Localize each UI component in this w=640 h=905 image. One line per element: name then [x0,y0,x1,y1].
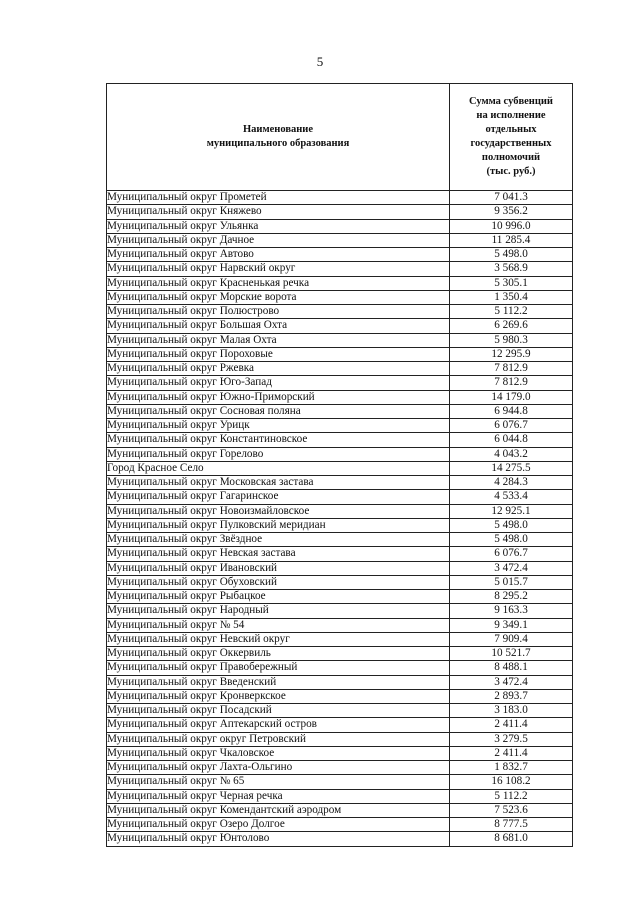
table-row [107,518,573,532]
subsidy-amount-cell: 1 350.4 [450,290,573,304]
table-row [107,276,573,290]
table-row [107,433,573,447]
table-row [107,590,573,604]
table-row [107,504,573,518]
subsidy-amount-cell: 5 498.0 [450,533,573,547]
subsidy-amount-cell: 5 498.0 [450,518,573,532]
municipality-name-cell: Муниципальный округ Правобережный [107,661,450,675]
subsidy-amount-cell: 8 777.5 [450,818,573,832]
subsidy-amount-cell: 7 812.9 [450,362,573,376]
header-sum-line: на исполнение [476,110,546,121]
table-row [107,390,573,404]
municipality-name-cell: Муниципальный округ № 65 [107,775,450,789]
subsidy-amount-cell: 10 521.7 [450,647,573,661]
municipality-name-cell: Муниципальный округ Горелово [107,447,450,461]
subsidies-table [106,83,573,847]
municipality-name-cell: Город Красное Село [107,461,450,475]
table-row [107,248,573,262]
table-header [107,84,573,191]
header-sum-line: полномочий [481,152,541,163]
header-sum-line: Сумма субвенций [469,96,553,107]
municipality-name-cell: Муниципальный округ округ Петровский [107,732,450,746]
header-sum-line: государственных [470,138,552,149]
subsidy-amount-cell: 3 568.9 [450,262,573,276]
municipality-name-cell: Муниципальный округ Посадский [107,704,450,718]
municipality-name-cell: Муниципальный округ Кронверкское [107,689,450,703]
subsidy-amount-cell: 9 349.1 [450,618,573,632]
table-row [107,233,573,247]
table-row [107,376,573,390]
column-header-name [107,84,450,191]
municipality-name-cell: Муниципальный округ Красненькая речка [107,276,450,290]
municipality-name-cell: Муниципальный округ Княжево [107,205,450,219]
table-row [107,746,573,760]
subsidy-amount-cell: 14 275.5 [450,461,573,475]
table-row [107,761,573,775]
subsidy-amount-cell: 4 043.2 [450,447,573,461]
subsidy-amount-cell: 7 523.6 [450,803,573,817]
header-name-line: муниципального образования [206,138,350,149]
subsidy-amount-cell: 5 112.2 [450,305,573,319]
table-row [107,789,573,803]
subsidy-amount-cell: 16 108.2 [450,775,573,789]
table-row [107,205,573,219]
table-row [107,675,573,689]
municipality-name-cell: Муниципальный округ Автово [107,248,450,262]
subsidy-amount-cell: 7 812.9 [450,376,573,390]
table-row [107,661,573,675]
page-number: 5 [316,54,324,69]
municipality-name-cell: Муниципальный округ Ивановский [107,561,450,575]
subsidy-amount-cell: 2 893.7 [450,689,573,703]
subsidy-amount-cell: 6 269.6 [450,319,573,333]
municipality-name-cell: Муниципальный округ Юго-Запад [107,376,450,390]
table-row [107,718,573,732]
header-name-line: Наименование [243,124,313,135]
table-row [107,647,573,661]
subsidy-amount-cell: 1 832.7 [450,761,573,775]
table-row [107,347,573,361]
table-row [107,632,573,646]
table-row [107,803,573,817]
municipality-name-cell: Муниципальный округ Пулковский меридиан [107,518,450,532]
table-row [107,290,573,304]
subsidy-amount-cell: 11 285.4 [450,233,573,247]
municipality-name-cell: Муниципальный округ Прометей [107,191,450,205]
municipality-name-cell: Муниципальный округ Юнтолово [107,832,450,846]
subsidy-amount-cell: 10 996.0 [450,219,573,233]
subsidy-amount-cell: 6 044.8 [450,433,573,447]
table-row [107,704,573,718]
subsidy-amount-cell: 9 356.2 [450,205,573,219]
municipality-name-cell: Муниципальный округ Невский округ [107,632,450,646]
municipality-name-cell: Муниципальный округ Оккервиль [107,647,450,661]
municipality-name-cell: Муниципальный округ Константиновское [107,433,450,447]
municipality-name-cell: Муниципальный округ Чкаловское [107,746,450,760]
municipality-name-cell: Муниципальный округ Комендантский аэродром [107,803,450,817]
header-sum-line: отдельных [485,124,537,135]
table-row [107,362,573,376]
table-body [107,191,573,847]
table-row [107,618,573,632]
subsidy-amount-cell: 3 472.4 [450,675,573,689]
table-row [107,775,573,789]
municipality-name-cell: Муниципальный округ Урицк [107,419,450,433]
subsidy-amount-cell: 8 681.0 [450,832,573,846]
table-row [107,575,573,589]
municipality-name-cell: Муниципальный округ Сосновая поляна [107,404,450,418]
municipality-name-cell: Муниципальный округ Пороховые [107,347,450,361]
subsidy-amount-cell: 5 305.1 [450,276,573,290]
municipality-name-cell: Муниципальный округ Звёздное [107,533,450,547]
municipality-name-cell: Муниципальный округ Дачное [107,233,450,247]
municipality-name-cell: Муниципальный округ Южно-Приморский [107,390,450,404]
subsidy-amount-cell: 8 488.1 [450,661,573,675]
municipality-name-cell: Муниципальный округ Морские ворота [107,290,450,304]
municipality-name-cell: Муниципальный округ Большая Охта [107,319,450,333]
table-row [107,419,573,433]
subsidy-amount-cell: 4 284.3 [450,476,573,490]
municipality-name-cell: Муниципальный округ Лахта-Ольгино [107,761,450,775]
municipality-name-cell: Муниципальный округ Черная речка [107,789,450,803]
table-row [107,732,573,746]
municipality-name-cell: Муниципальный округ Невская застава [107,547,450,561]
table-row [107,818,573,832]
table-header-row [107,84,573,191]
municipality-name-cell: Муниципальный округ Рыбацкое [107,590,450,604]
subsidy-amount-cell: 7 041.3 [450,191,573,205]
municipality-name-cell: Муниципальный округ Малая Охта [107,333,450,347]
subsidy-amount-cell: 14 179.0 [450,390,573,404]
subsidy-amount-cell: 9 163.3 [450,604,573,618]
subsidy-amount-cell: 6 076.7 [450,547,573,561]
column-header-sum [450,84,573,191]
municipality-name-cell: Муниципальный округ № 54 [107,618,450,632]
table-row [107,490,573,504]
municipality-name-cell: Муниципальный округ Нарвский округ [107,262,450,276]
municipality-name-cell: Муниципальный округ Озеро Долгое [107,818,450,832]
subsidy-amount-cell: 5 015.7 [450,575,573,589]
table-row [107,533,573,547]
header-sum-line: (тыс. руб.) [486,166,536,177]
subsidy-amount-cell: 5 498.0 [450,248,573,262]
subsidy-amount-cell: 2 411.4 [450,718,573,732]
municipality-name-cell: Муниципальный округ Московская застава [107,476,450,490]
table-row [107,447,573,461]
table-row [107,404,573,418]
subsidy-amount-cell: 7 909.4 [450,632,573,646]
municipality-name-cell: Муниципальный округ Гагаринское [107,490,450,504]
subsidy-amount-cell: 6 944.8 [450,404,573,418]
subsidy-amount-cell: 12 295.9 [450,347,573,361]
municipality-name-cell: Муниципальный округ Ржевка [107,362,450,376]
table-row [107,547,573,561]
municipality-name-cell: Муниципальный округ Народный [107,604,450,618]
subsidy-amount-cell: 5 112.2 [450,789,573,803]
subsidy-amount-cell: 3 183.0 [450,704,573,718]
table-row [107,476,573,490]
municipality-name-cell: Муниципальный округ Введенский [107,675,450,689]
municipality-name-cell: Муниципальный округ Обуховский [107,575,450,589]
table-row [107,319,573,333]
table-row [107,561,573,575]
subsidy-amount-cell: 8 295.2 [450,590,573,604]
subsidy-amount-cell: 4 533.4 [450,490,573,504]
municipality-name-cell: Муниципальный округ Полюстрово [107,305,450,319]
subsidy-amount-cell: 3 472.4 [450,561,573,575]
municipality-name-cell: Муниципальный округ Ульянка [107,219,450,233]
subsidy-amount-cell: 3 279.5 [450,732,573,746]
table-row [107,604,573,618]
subsidy-amount-cell: 5 980.3 [450,333,573,347]
table-row [107,333,573,347]
table-row [107,461,573,475]
subsidy-amount-cell: 2 411.4 [450,746,573,760]
table-row [107,219,573,233]
municipality-name-cell: Муниципальный округ Новоизмайловское [107,504,450,518]
subsidy-amount-cell: 6 076.7 [450,419,573,433]
subsidy-amount-cell: 12 925.1 [450,504,573,518]
table-row [107,305,573,319]
table-row [107,689,573,703]
municipality-name-cell: Муниципальный округ Аптекарский остров [107,718,450,732]
table-row [107,832,573,846]
table-row [107,262,573,276]
table-row [107,191,573,205]
